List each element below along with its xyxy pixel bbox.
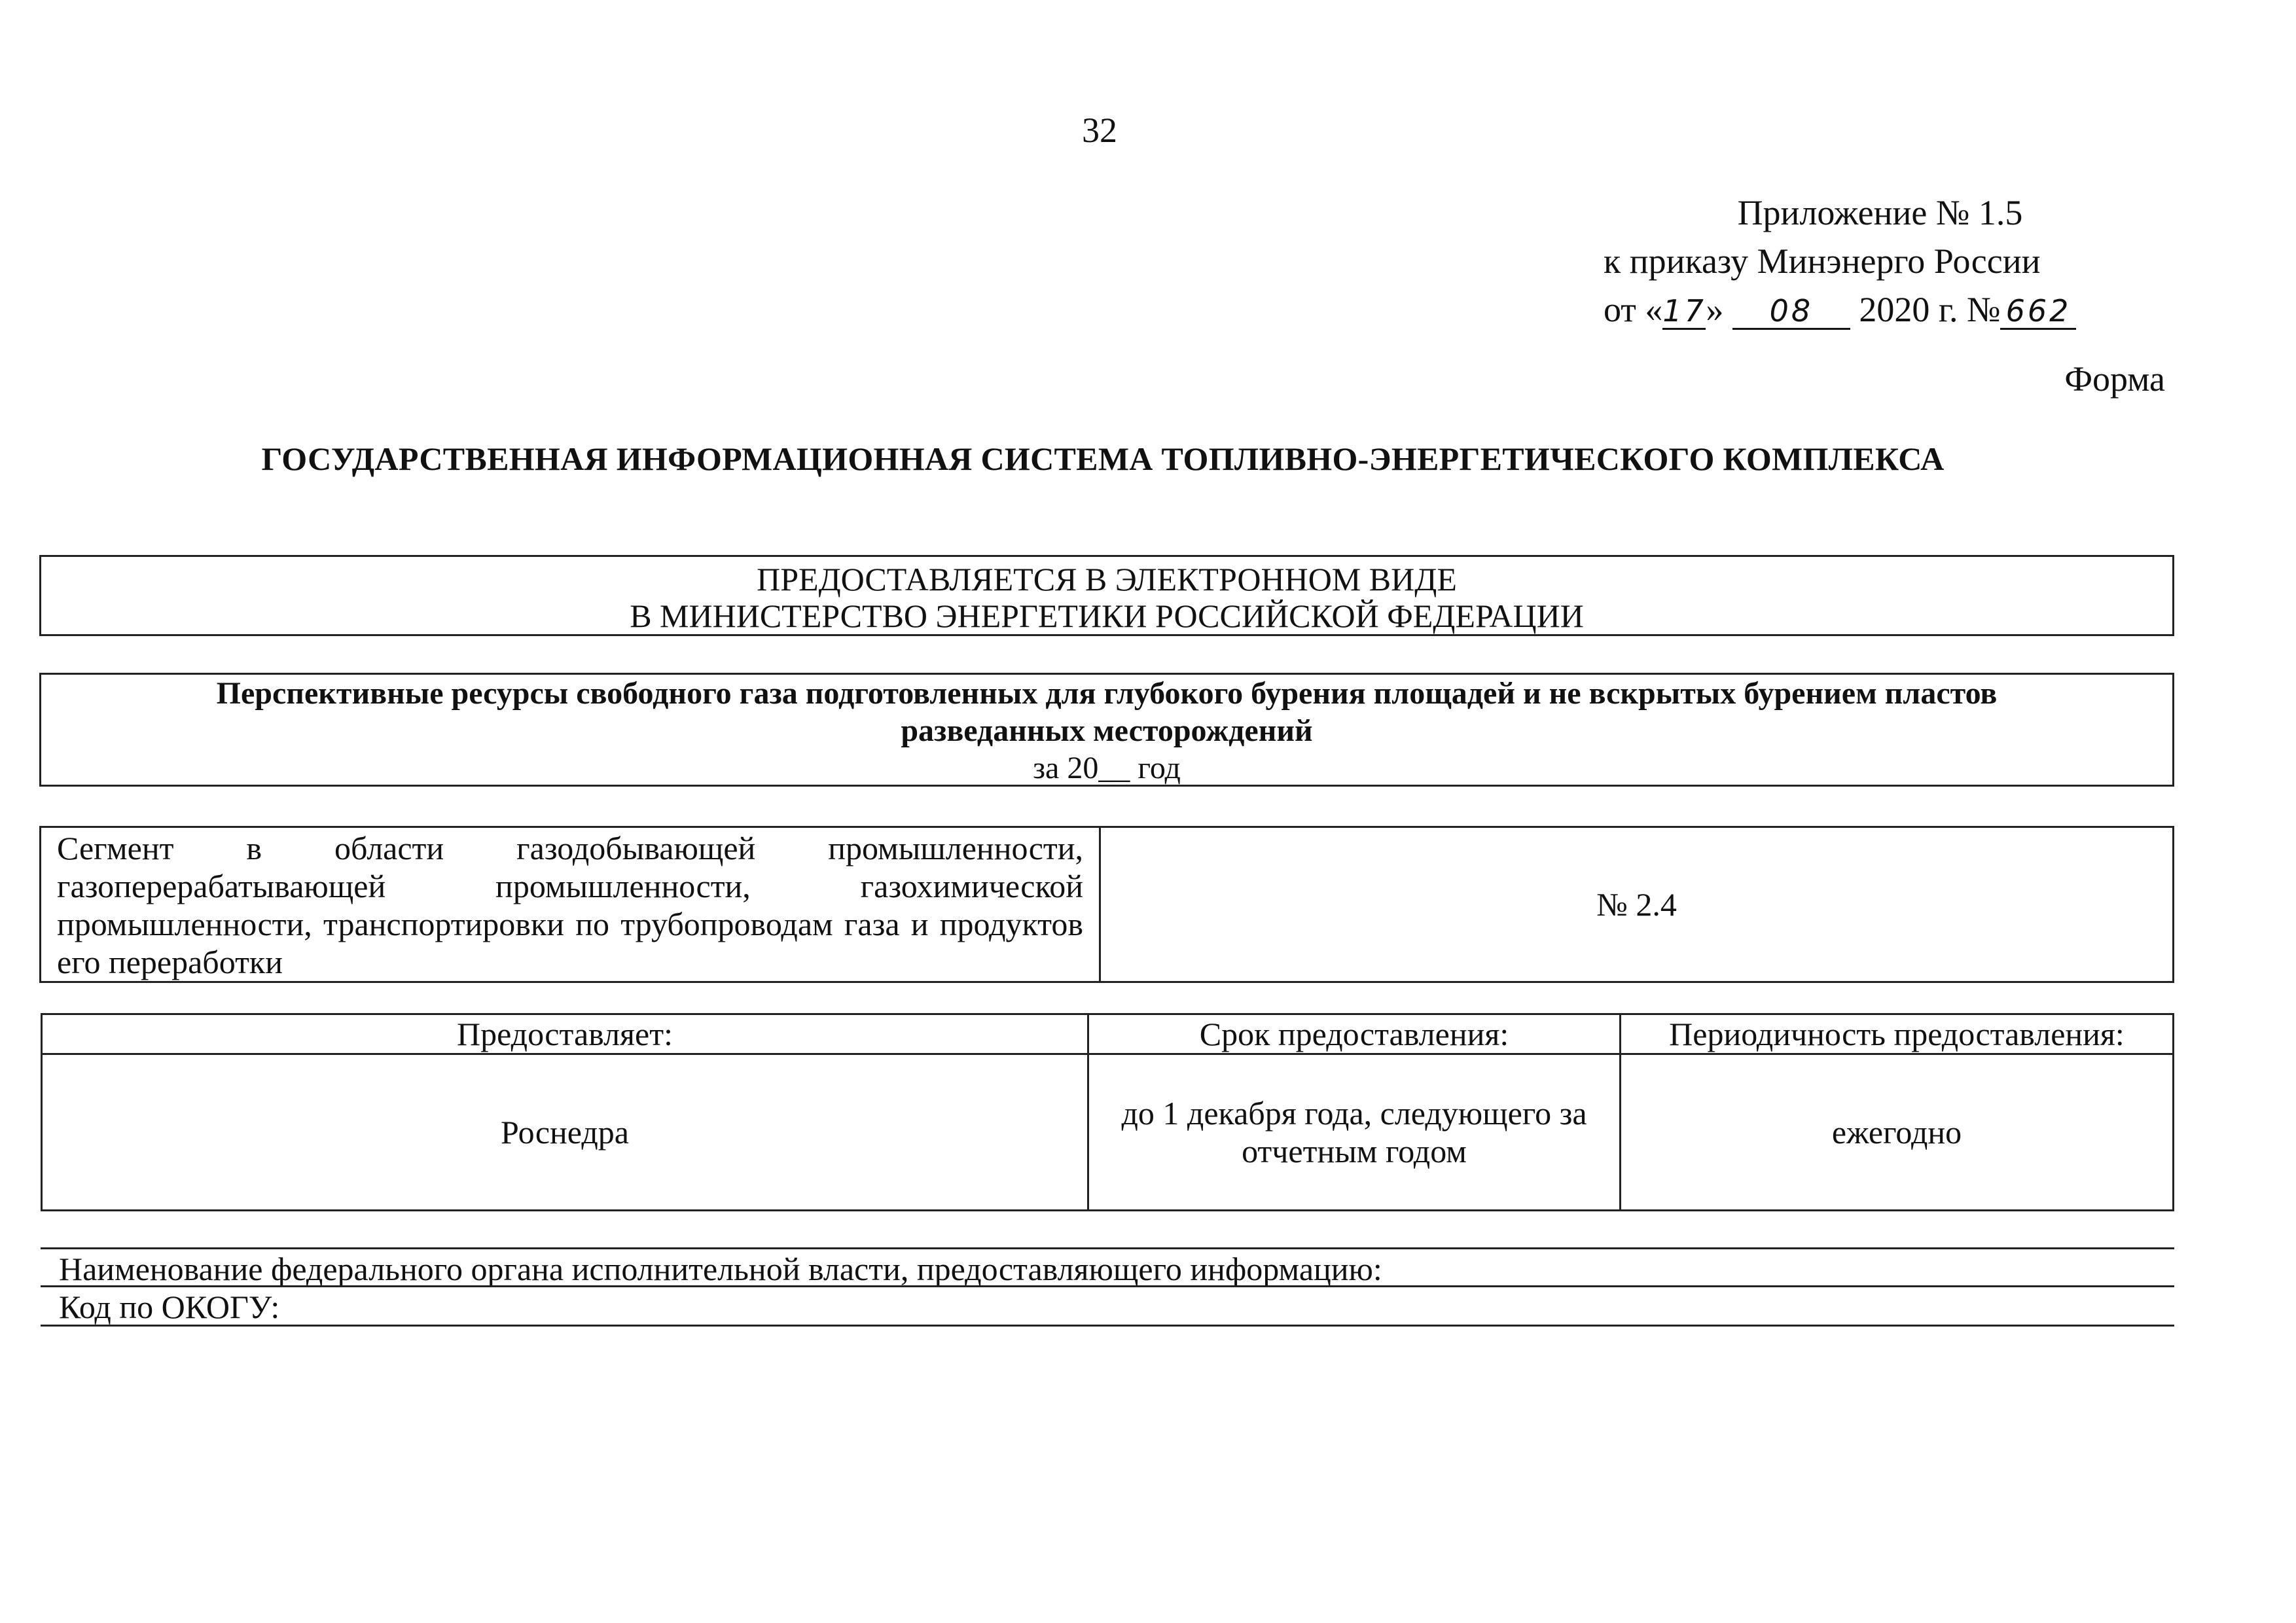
header-provider: Предоставляет: bbox=[42, 1014, 1088, 1054]
segment-description: Сегмент в области газодобывающей промышленности, газоперерабатывающей промышленности, газохимической промышленности, транспортировки по трубопроводам газа и продуктов его переработки bbox=[41, 827, 1100, 982]
footer-top-rule bbox=[41, 1247, 2174, 1249]
report-title-line-1: Перспективные ресурсы свободного газа подготовленных для глубокого бурения площадей и не вскрытых бурением пластов bbox=[216, 676, 1998, 711]
date-year-text: 2020 г. № bbox=[1859, 290, 2001, 329]
date-mid: » bbox=[1706, 290, 1724, 329]
cell-deadline: до 1 декабря года, следующего за отчетным годом bbox=[1088, 1054, 1621, 1211]
header-frequency: Периодичность предоставления: bbox=[1621, 1014, 2174, 1054]
report-title-box bbox=[39, 673, 2174, 787]
footer-bottom-rule bbox=[41, 1325, 2174, 1327]
appendix-header bbox=[1604, 188, 2157, 334]
segment-number: № 2.4 bbox=[1100, 827, 2174, 982]
submission-line-2: В МИНИСТЕРСТВО ЭНЕРГЕТИКИ РОССИЙСКОЙ ФЕДЕРАЦИИ bbox=[630, 597, 1584, 634]
page-number: 32 bbox=[1082, 111, 1117, 150]
appendix-order-ref: к приказу Минэнерго России bbox=[1604, 241, 2041, 281]
footer-middle-rule bbox=[41, 1285, 2174, 1287]
header-deadline: Срок предоставления: bbox=[1088, 1014, 1621, 1054]
order-number-field: 662 bbox=[2000, 294, 2076, 330]
info-data-row bbox=[42, 1054, 2174, 1211]
date-day-field: 17 bbox=[1662, 293, 1706, 329]
info-header-row bbox=[42, 1014, 2174, 1054]
form-label: Форма bbox=[2064, 359, 2165, 399]
segment-table bbox=[39, 826, 2174, 983]
submission-box bbox=[39, 555, 2174, 636]
appendix-date-line bbox=[1604, 285, 2157, 334]
appendix-title: Приложение № 1.5 bbox=[1737, 193, 2023, 232]
report-title-line-2: разведанных месторождений bbox=[901, 713, 1313, 748]
report-period: за 20__ год bbox=[1033, 751, 1181, 785]
cell-frequency: ежегодно bbox=[1621, 1054, 2174, 1211]
submission-line-1: ПРЕДОСТАВЛЯЕТСЯ В ЭЛЕКТРОННОМ ВИДЕ bbox=[757, 561, 1457, 597]
agency-label: Наименование федерального органа исполнительной власти, предоставляющего информацию: bbox=[59, 1251, 1382, 1287]
okogu-label: Код по ОКОГУ: bbox=[59, 1289, 280, 1325]
date-month-field: 08 bbox=[1732, 294, 1850, 330]
date-prefix: от « bbox=[1604, 290, 1663, 329]
segment-row bbox=[41, 827, 2174, 982]
cell-provider: Роснедра bbox=[42, 1054, 1088, 1211]
gis-title: ГОСУДАРСТВЕННАЯ ИНФОРМАЦИОННАЯ СИСТЕМА ТОПЛИВНО-ЭНЕРГЕТИЧЕСКОГО КОМПЛЕКСА bbox=[261, 440, 1945, 477]
info-table bbox=[41, 1013, 2174, 1211]
